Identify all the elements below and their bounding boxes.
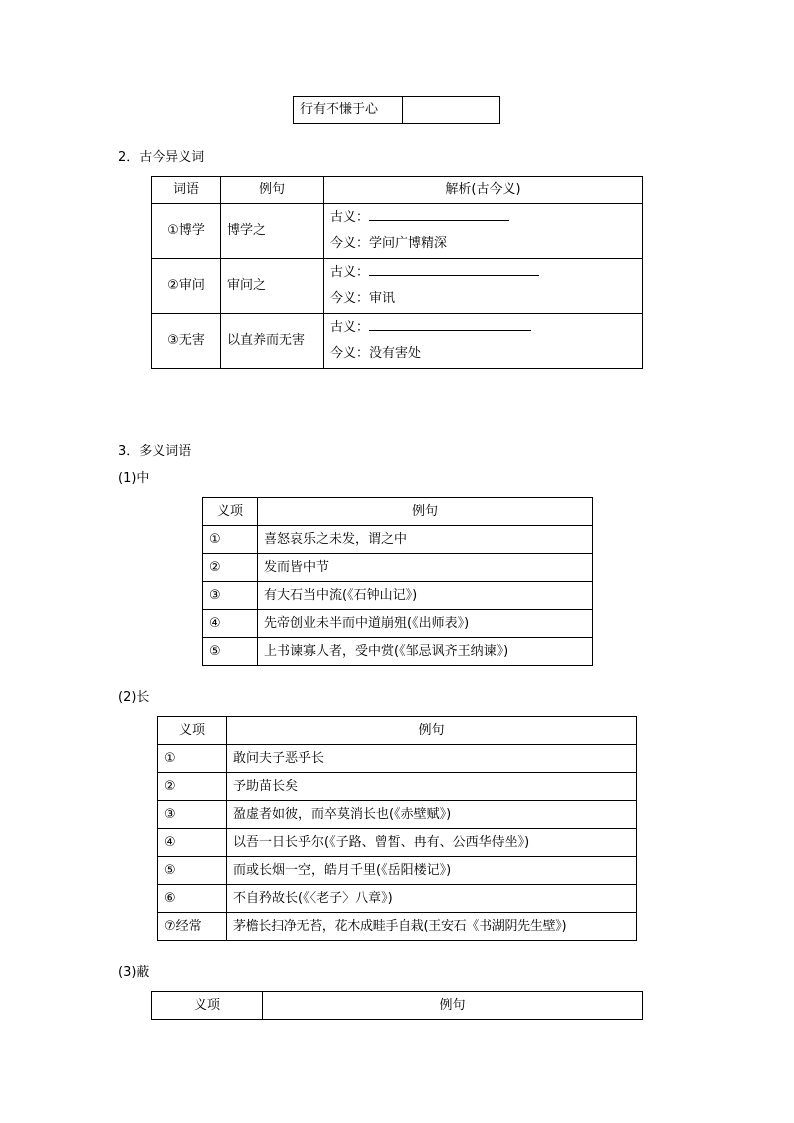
word-cell: ①博学 <box>152 204 221 259</box>
header-analysis: 解析(古今义) <box>324 177 643 204</box>
analysis-cell <box>324 204 643 259</box>
top-table-text: 行有不慊于心 <box>294 97 403 124</box>
header-meaning: 义项 <box>152 992 263 1020</box>
example-cell: 喜怒哀乐之未发，谓之中 <box>258 526 593 554</box>
table-row <box>158 857 637 885</box>
table-row <box>158 773 637 801</box>
zhong-title: (1)中 <box>118 471 150 486</box>
header-meaning: 义项 <box>158 717 227 745</box>
header-example: 例句 <box>227 717 637 745</box>
meaning-cell: ② <box>158 773 227 801</box>
example-cell: 先帝创业未半而中道崩殂(《出师表》) <box>258 610 593 638</box>
table-row <box>203 582 593 610</box>
meaning-cell: ① <box>158 745 227 773</box>
example-cell: 盈虚者如彼，而卒莫消长也(《赤壁赋》) <box>227 801 637 829</box>
header-word: 词语 <box>152 177 221 204</box>
meaning-cell: ⑤ <box>203 638 258 666</box>
modern-meaning: 今义：学问广博精深 <box>330 236 448 251</box>
section2-title: 2．古今异义词 <box>118 150 205 165</box>
header-example: 例句 <box>263 992 643 1020</box>
header-meaning: 义项 <box>203 498 258 526</box>
example-cell: 以吾一日长乎尔(《子路、曾皙、冉有、公西华侍坐》) <box>227 829 637 857</box>
example-cell: 敢问夫子恶乎长 <box>227 745 637 773</box>
chang-title: (2)长 <box>118 690 150 705</box>
chang-table <box>157 716 637 941</box>
answer-blank[interactable] <box>369 317 531 331</box>
example-cell: 而或长烟一空，皓月千里(《岳阳楼记》) <box>227 857 637 885</box>
table-row <box>158 829 637 857</box>
example-cell: 审问之 <box>221 259 324 314</box>
table-row <box>203 526 593 554</box>
table-row <box>158 913 637 941</box>
zhong-table <box>202 497 593 666</box>
table-row <box>158 885 637 913</box>
example-cell: 发而皆中节 <box>258 554 593 582</box>
example-cell: 予助苗长矣 <box>227 773 637 801</box>
word-cell: ②审问 <box>152 259 221 314</box>
section2-table <box>151 176 643 369</box>
top-table <box>293 96 500 124</box>
table-row <box>152 259 643 314</box>
header-example: 例句 <box>221 177 324 204</box>
bi-title: (3)蔽 <box>118 965 150 980</box>
top-table-answer <box>403 97 500 124</box>
table-row <box>203 554 593 582</box>
meaning-cell: ② <box>203 554 258 582</box>
table-row <box>158 745 637 773</box>
ancient-label: 古义： <box>330 320 370 335</box>
header-example: 例句 <box>258 498 593 526</box>
bi-table <box>151 991 643 1020</box>
meaning-cell: ③ <box>158 801 227 829</box>
modern-meaning: 今义：没有害处 <box>330 346 422 361</box>
meaning-cell: ⑦经常 <box>158 913 227 941</box>
table-row <box>203 610 593 638</box>
analysis-cell <box>324 314 643 369</box>
ancient-label: 古义： <box>330 265 370 280</box>
table-row <box>203 638 593 666</box>
example-cell: 以直养而无害 <box>221 314 324 369</box>
example-cell: 博学之 <box>221 204 324 259</box>
example-cell: 上书谏寡人者，受中赏(《邹忌讽齐王纳谏》) <box>258 638 593 666</box>
meaning-cell: ⑤ <box>158 857 227 885</box>
section3-title: 3．多义词语 <box>118 444 192 459</box>
table-row <box>152 314 643 369</box>
answer-blank[interactable] <box>369 207 509 221</box>
answer-blank[interactable] <box>369 262 539 276</box>
meaning-cell: ④ <box>158 829 227 857</box>
meaning-cell: ① <box>203 526 258 554</box>
example-cell: 不自矜故长(《〈老子〉八章》) <box>227 885 637 913</box>
meaning-cell: ④ <box>203 610 258 638</box>
example-cell: 有大石当中流(《石钟山记》) <box>258 582 593 610</box>
meaning-cell: ⑥ <box>158 885 227 913</box>
analysis-cell <box>324 259 643 314</box>
word-cell: ③无害 <box>152 314 221 369</box>
table-row <box>152 204 643 259</box>
table-row <box>158 801 637 829</box>
meaning-cell: ③ <box>203 582 258 610</box>
modern-meaning: 今义：审讯 <box>330 291 396 306</box>
ancient-label: 古义： <box>330 210 370 225</box>
example-cell: 茅檐长扫净无苔，花木成畦手自栽(王安石《书湖阴先生壁》) <box>227 913 637 941</box>
